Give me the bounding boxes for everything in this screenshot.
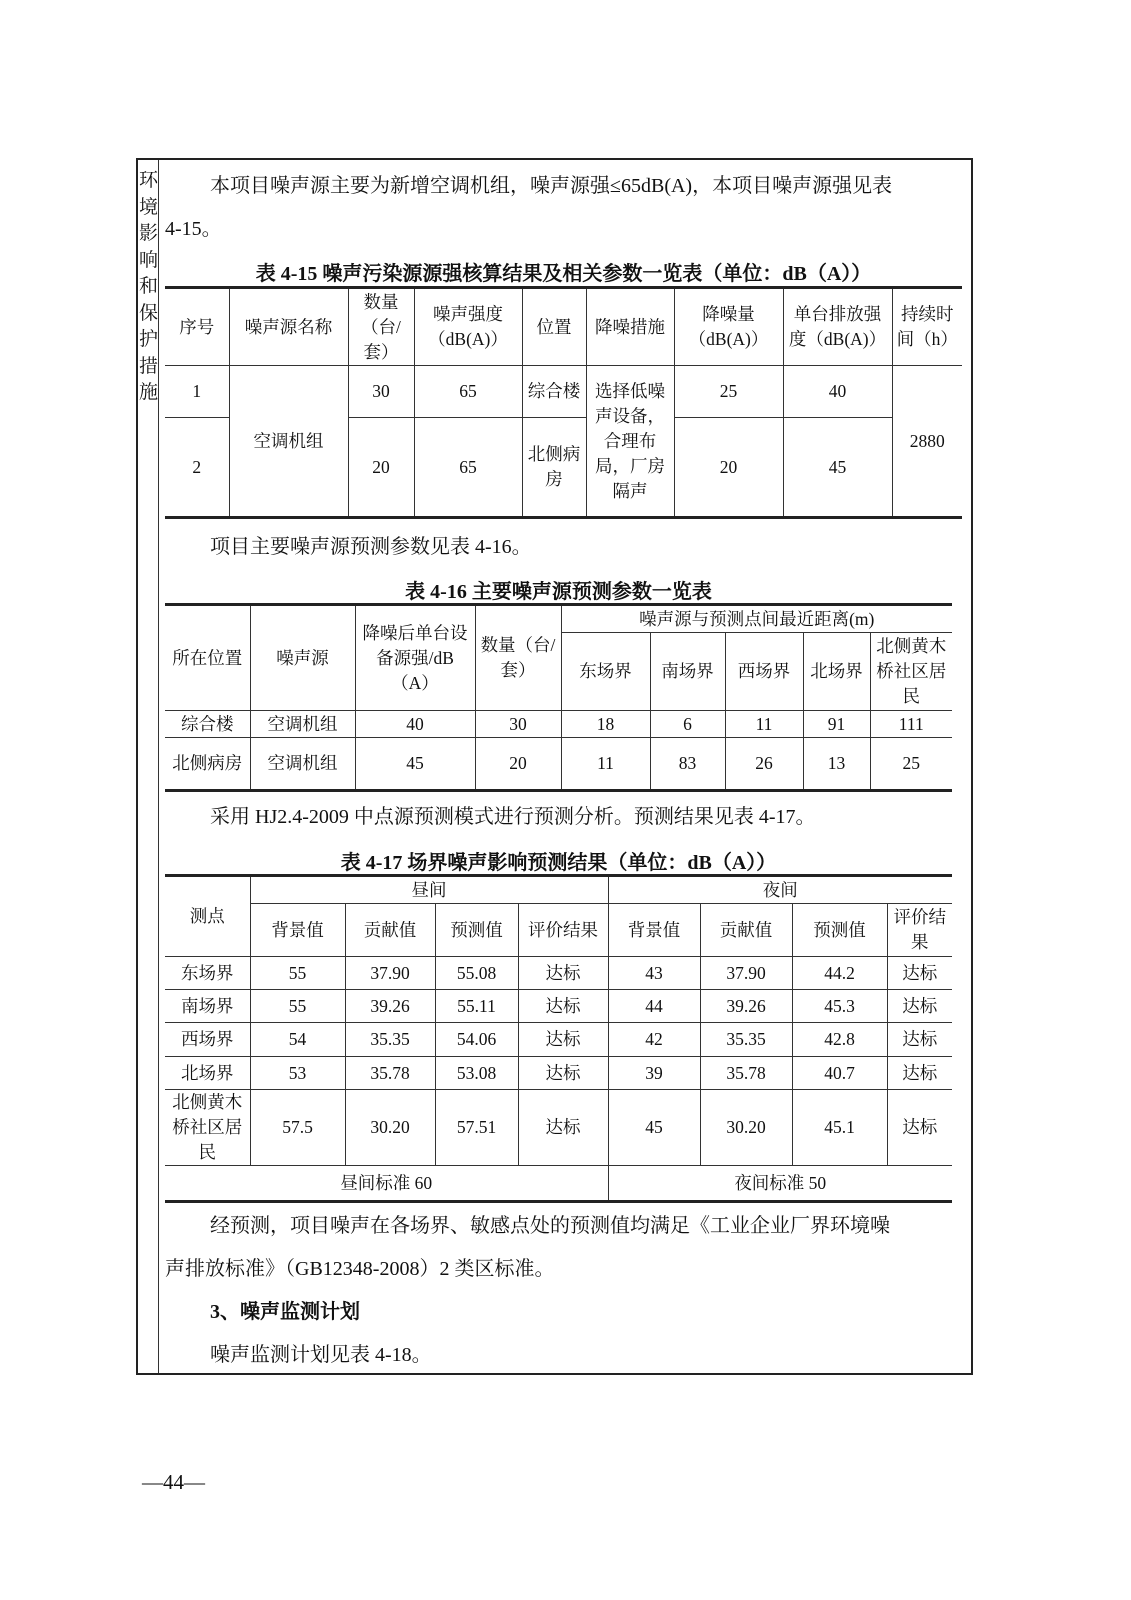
cell: 39 <box>608 1057 700 1090</box>
header-cell: 持续时间（h） <box>892 288 962 366</box>
cell: 57.5 <box>250 1090 345 1166</box>
table-row <box>165 366 962 418</box>
cell: 2880 <box>892 366 962 518</box>
cell: 25 <box>674 366 783 418</box>
cell: 53 <box>250 1057 345 1090</box>
cell: 55.11 <box>435 990 518 1023</box>
table-row <box>165 1090 952 1166</box>
paragraph: 采用 HJ2.4-2009 中点源预测模式进行预测分析。预测结果见表 4-17。 <box>210 806 816 828</box>
cell: 20 <box>475 738 561 791</box>
header-cell: 噪声强度（dB(A)） <box>414 288 522 366</box>
cell: 35.78 <box>345 1057 435 1090</box>
header-cell: 降噪后单台设备源强/dB（A） <box>355 605 475 711</box>
header-cell: 噪声源 <box>250 605 355 711</box>
header-cell: 位置 <box>522 288 586 366</box>
cell: 夜间标准 50 <box>608 1166 952 1202</box>
cell: 54.06 <box>435 1023 518 1057</box>
table-4-15 <box>165 286 962 519</box>
cell: 达标 <box>518 957 608 990</box>
cell: 55.08 <box>435 957 518 990</box>
header-cell: 数量（台/套） <box>475 605 561 711</box>
paragraph: 经预测，项目噪声在各场界、敏感点处的预测值均满足《工业企业厂界环境噪 <box>210 1215 890 1237</box>
cell: 13 <box>803 738 870 791</box>
cell: 42.8 <box>792 1023 887 1057</box>
cell: 45 <box>355 738 475 791</box>
paragraph: 项目主要噪声源预测参数见表 4-16。 <box>210 536 532 558</box>
cell: 达标 <box>887 990 952 1023</box>
table-4-17 <box>165 874 952 1203</box>
cell: 40 <box>783 366 892 418</box>
header-cell: 昼间 <box>250 876 608 904</box>
cell: 57.51 <box>435 1090 518 1166</box>
cell: 30.20 <box>345 1090 435 1166</box>
header-cell: 预测值 <box>435 904 518 957</box>
side-char: 和 <box>138 276 158 297</box>
cell: 65 <box>414 418 522 518</box>
side-char: 护 <box>138 329 158 350</box>
cell: 42 <box>608 1023 700 1057</box>
cell: 43 <box>608 957 700 990</box>
header-cell: 贡献值 <box>345 904 435 957</box>
cell: 83 <box>650 738 725 791</box>
cell: 45.1 <box>792 1090 887 1166</box>
header-cell: 北侧黄木桥社区居民 <box>870 633 952 711</box>
header-cell: 预测值 <box>792 904 887 957</box>
header-cell: 序号 <box>165 288 229 366</box>
cell: 北侧病房 <box>165 738 250 791</box>
cell: 达标 <box>518 990 608 1023</box>
header-cell: 西场界 <box>725 633 803 711</box>
side-char: 影 <box>138 223 158 244</box>
paragraph: 4-15。 <box>165 218 222 240</box>
cell: 1 <box>165 366 229 418</box>
cell: 65 <box>414 366 522 418</box>
cell: 昼间标准 60 <box>165 1166 608 1202</box>
cell: 54 <box>250 1023 345 1057</box>
cell: 40.7 <box>792 1057 887 1090</box>
table-caption: 表 4-16 主要噪声源预测参数一览表 <box>405 581 712 603</box>
cell: 30.20 <box>700 1090 792 1166</box>
cell: 达标 <box>887 1057 952 1090</box>
cell: 35.35 <box>345 1023 435 1057</box>
cell: 35.35 <box>700 1023 792 1057</box>
table-row <box>165 711 952 738</box>
header-cell: 背景值 <box>250 904 345 957</box>
cell: 18 <box>561 711 650 738</box>
cell: 91 <box>803 711 870 738</box>
cell: 东场界 <box>165 957 250 990</box>
header-cell: 数量（台/套） <box>348 288 414 366</box>
cell: 北侧黄木桥社区居民 <box>165 1090 250 1166</box>
cell: 达标 <box>887 1023 952 1057</box>
cell: 20 <box>348 418 414 518</box>
header-cell: 所在位置 <box>165 605 250 711</box>
table-4-16 <box>165 603 952 792</box>
cell: 综合楼 <box>522 366 586 418</box>
header-cell: 降噪措施 <box>586 288 674 366</box>
cell: 44.2 <box>792 957 887 990</box>
table-row <box>165 957 952 990</box>
cell: 35.78 <box>700 1057 792 1090</box>
side-char: 响 <box>138 249 158 271</box>
cell: 西场界 <box>165 1023 250 1057</box>
cell: 2 <box>165 418 229 518</box>
cell: 55 <box>250 990 345 1023</box>
cell: 空调机组 <box>229 366 348 518</box>
side-char: 境 <box>138 196 158 218</box>
side-char: 保 <box>138 302 158 324</box>
paragraph: 噪声监测计划见表 4-18。 <box>210 1344 432 1366</box>
header-cell: 北场界 <box>803 633 870 711</box>
section-heading: 3、噪声监测计划 <box>210 1301 360 1323</box>
cell: 45 <box>783 418 892 518</box>
cell: 55 <box>250 957 345 990</box>
cell: 26 <box>725 738 803 791</box>
cell: 53.08 <box>435 1057 518 1090</box>
header-cell: 东场界 <box>561 633 650 711</box>
cell: 39.26 <box>345 990 435 1023</box>
side-char: 环 <box>138 170 158 191</box>
cell: 达标 <box>887 957 952 990</box>
table-row <box>165 738 952 791</box>
cell: 空调机组 <box>250 711 355 738</box>
standard-row <box>165 1166 952 1202</box>
header-cell: 南场界 <box>650 633 725 711</box>
table-row <box>165 990 952 1023</box>
cell: 北场界 <box>165 1057 250 1090</box>
cell: 111 <box>870 711 952 738</box>
header-cell: 噪声源与预测点间最近距离(m) <box>561 605 952 633</box>
cell: 达标 <box>518 1057 608 1090</box>
cell: 达标 <box>518 1090 608 1166</box>
cell: 37.90 <box>345 957 435 990</box>
header-cell: 背景值 <box>608 904 700 957</box>
cell: 11 <box>725 711 803 738</box>
cell: 南场界 <box>165 990 250 1023</box>
cell: 达标 <box>518 1023 608 1057</box>
section-side-label <box>138 160 159 1373</box>
cell: 45.3 <box>792 990 887 1023</box>
side-char: 措 <box>138 355 158 377</box>
cell: 44 <box>608 990 700 1023</box>
cell: 45 <box>608 1090 700 1166</box>
table-row <box>165 1023 952 1057</box>
cell: 20 <box>674 418 783 518</box>
header-cell: 测点 <box>165 876 250 957</box>
header-cell: 降噪量（dB(A)） <box>674 288 783 366</box>
cell: 39.26 <box>700 990 792 1023</box>
paragraph: 本项目噪声源主要为新增空调机组，噪声源强≤65dB(A)，本项目噪声源强见表 <box>210 175 893 197</box>
cell: 25 <box>870 738 952 791</box>
header-cell: 贡献值 <box>700 904 792 957</box>
cell: 30 <box>475 711 561 738</box>
table-row <box>165 1057 952 1090</box>
cell: 北侧病房 <box>522 418 586 518</box>
header-cell: 噪声源名称 <box>229 288 348 366</box>
cell: 选择低噪声设备，合理布局，厂房隔声 <box>586 366 674 518</box>
cell: 30 <box>348 366 414 418</box>
cell: 空调机组 <box>250 738 355 791</box>
cell: 6 <box>650 711 725 738</box>
cell: 40 <box>355 711 475 738</box>
table-caption: 表 4-17 场界噪声影响预测结果（单位：dB（A）） <box>340 852 777 874</box>
cell: 11 <box>561 738 650 791</box>
page-number: —44— <box>142 1470 205 1494</box>
header-cell: 评价结果 <box>518 904 608 957</box>
table-caption: 表 4-15 噪声污染源源强核算结果及相关参数一览表（单位：dB（A）） <box>255 263 872 285</box>
header-cell: 评价结果 <box>887 904 952 957</box>
header-cell: 夜间 <box>608 876 952 904</box>
header-cell: 单台排放强度（dB(A)） <box>783 288 892 366</box>
cell: 达标 <box>887 1090 952 1166</box>
cell: 综合楼 <box>165 711 250 738</box>
paragraph: 声排放标准》（GB12348-2008）2 类区标准。 <box>165 1258 555 1280</box>
cell: 37.90 <box>700 957 792 990</box>
side-char: 施 <box>138 382 158 403</box>
